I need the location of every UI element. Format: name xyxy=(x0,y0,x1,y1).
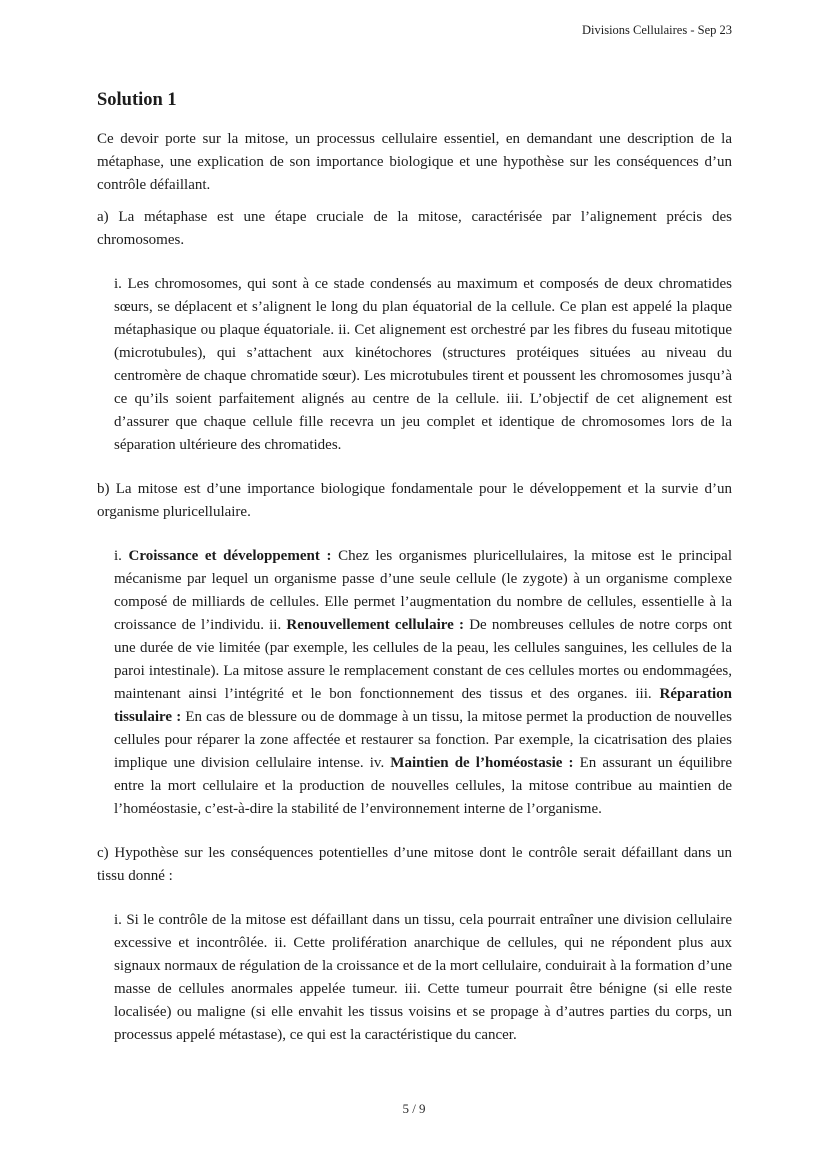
text-run: i. Les chromosomes, qui sont à ce stade condensés au maximum et composés de deux chromatides sœurs, se déplacent et s’alignent le long du plan équatorial de la cellule. Ce plan est appelé la plaque métaphasique ou plaque équatoriale. ii. Cet alignement est orchestré par les fibres du fuseau mitotique (microtubules), qui s’attachent aux kinétochores (structures protéiques situées au niveau du centromère de chaque chromatide sœur). Les microtubules tirent et poussent les chromosomes jusqu’à ce qu’ils soient parfaitement alignés au centre de la cellule. iii. L’objectif de cet alignement est d’assurer que chaque cellule fille recevra un jeu complet et identique de chromosomes lors de la séparation ultérieure des chromatides. xyxy=(114,276,732,453)
point-c-paragraph: c) Hypothèse sur les conséquences potentielles d’une mitose dont le contrôle serait défaillant dans un tissu donné : xyxy=(97,845,732,884)
page-header: Divisions Cellulaires - Sep 23 xyxy=(582,23,732,37)
solution-title: Solution 1 xyxy=(97,90,177,110)
page-number: 5 / 9 xyxy=(402,1101,426,1116)
point-b-detail-block xyxy=(114,545,732,821)
text-run: Réparation tissulaire : xyxy=(114,686,732,725)
point-c-detail-block xyxy=(114,909,732,1047)
text-run: i. xyxy=(114,548,129,564)
point-a-paragraph: a) La métaphase est une étape cruciale de la mitose, caractérisée par l’alignement précis des chromosomes. xyxy=(97,209,732,248)
text-run: En cas de blessure ou de dommage à un tissu, la mitose permet la production de nouvelles cellules pour réparer la zone affectée et restaurer sa fonction. Par exemple, la cicatrisation des plaies implique une division cellulaire intense. iv. xyxy=(114,709,732,771)
text-run: Maintien de l’homéostasie : xyxy=(390,755,574,771)
text-run: En assurant un équilibre entre la mort cellulaire et la production de nouvelles cellules, la mitose contribue au maintien de l’homéostasie, c’est-à-dire la stabilité de l’environnement interne de l’organisme. xyxy=(114,755,732,817)
text-run: Chez les organismes pluricellulaires, la mitose est le principal mécanisme par lequel un organisme passe d’une seule cellule (le zygote) à un organisme complexe composé de milliards de cellules. Elle permet l’augmentation du nombre de cellules, essentielle à la croissance de l’individu. ii. xyxy=(114,548,732,633)
point-a-detail-block xyxy=(114,273,732,457)
text-run: De nombreuses cellules de notre corps ont une durée de vie limitée (par exemple, les cellules de la peau, les cellules sanguines, les cellules de la paroi intestinale). La mitose assure le remplacement constant de ces cellules mortes ou endommagées, maintenant ainsi l’intégrité et le bon fonctionnement des tissus et des organes. iii. xyxy=(114,617,732,702)
text-run: Croissance et développement : xyxy=(128,548,332,564)
text-run: i. Si le contrôle de la mitose est défaillant dans un tissu, cela pourrait entraîner une division cellulaire excessive et incontrôlée. ii. Cette prolifération anarchique de cellules, qui ne répondent plus aux signaux normaux de régulation de la croissance et de la mort cellulaire, conduirait à la formation d’une masse de cellules anormales appelée tumeur. iii. Cette tumeur pourrait être bénigne (si elle reste localisée) ou maligne (si elle envahit les tissus voisins et se propage à d’autres parties du corps, un processus appelé métastase), ce qui est la caractéristique du cancer. xyxy=(114,912,732,1043)
intro-paragraph: Ce devoir porte sur la mitose, un processus cellulaire essentiel, en demandant une description de la métaphase, une explication de son importance biologique et une hypothèse sur les conséquences d’un contrôle défaillant. xyxy=(97,131,732,193)
point-b-paragraph: b) La mitose est d’une importance biologique fondamentale pour le développement et la survie d’un organisme pluricellulaire. xyxy=(97,481,732,520)
text-run: Renouvellement cellulaire : xyxy=(286,617,465,633)
